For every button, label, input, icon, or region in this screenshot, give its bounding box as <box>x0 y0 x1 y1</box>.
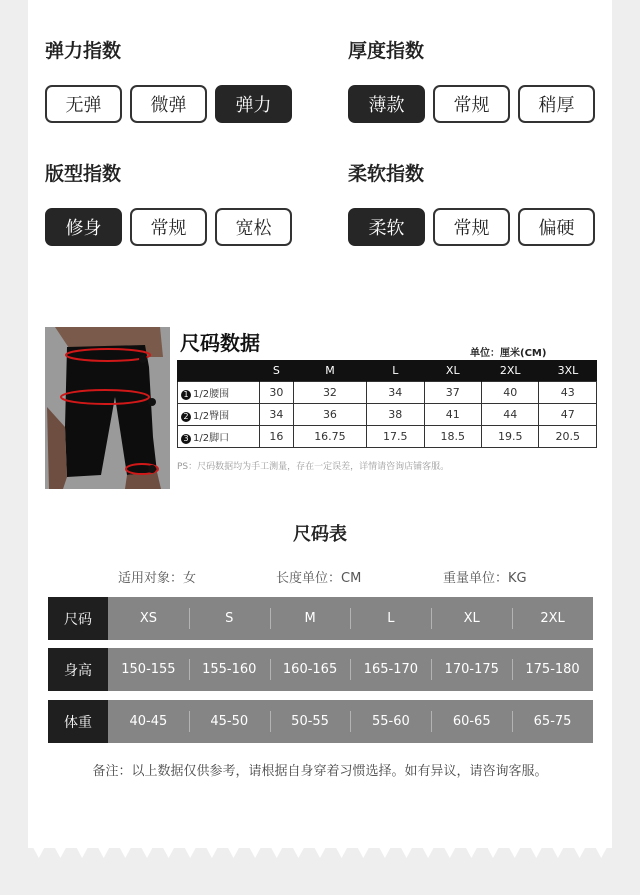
row-header: 体重 <box>48 700 108 743</box>
number-badge: 1 <box>181 390 191 400</box>
option-pill[interactable]: 常规 <box>130 208 207 246</box>
table-cell: 47 <box>539 403 597 425</box>
attr-title: 柔软指数 <box>348 163 425 185</box>
size-chart-title: 尺码表 <box>293 524 347 545</box>
table-cell: 32 <box>293 381 366 403</box>
option-pill[interactable]: 宽松 <box>215 208 292 246</box>
table-header-blank <box>178 360 260 381</box>
table-header-cell: 3XL <box>539 360 597 381</box>
table-cell: 43 <box>539 381 597 403</box>
option-pill[interactable]: 无弹 <box>45 85 122 123</box>
table-header-cell: XL <box>424 360 481 381</box>
attr-group-fit <box>45 159 300 246</box>
attr-title: 版型指数 <box>45 163 122 185</box>
meta-length-unit: 长度单位：CM <box>276 571 362 586</box>
attr-title: 厚度指数 <box>348 40 425 62</box>
size-cell: S <box>189 597 270 640</box>
option-pill[interactable]: 常规 <box>433 208 510 246</box>
height-cell: 155-160 <box>189 648 270 691</box>
table-cell: 44 <box>482 403 539 425</box>
option-pill[interactable]: 常规 <box>433 85 510 123</box>
table-cell: 19.5 <box>482 425 539 447</box>
table-cell: 17.5 <box>367 425 424 447</box>
row-label <box>178 381 260 403</box>
attr-group-softness <box>348 159 603 246</box>
option-pill[interactable]: 薄款 <box>348 85 425 123</box>
meta-weight-unit: 重量单位：KG <box>443 571 527 586</box>
weight-cell: 60-65 <box>431 700 512 743</box>
size-cell: XL <box>431 597 512 640</box>
table-cell: 40 <box>482 381 539 403</box>
row-label-text: 1/2腰围 <box>193 388 230 400</box>
row-header: 身高 <box>48 648 108 691</box>
size-data-table <box>177 360 597 448</box>
table-header-row <box>178 360 597 381</box>
option-pill[interactable]: 弹力 <box>215 85 292 123</box>
size-cell: L <box>350 597 431 640</box>
table-cell: 34 <box>367 381 424 403</box>
row-label-text: 1/2臀围 <box>193 410 230 422</box>
table-cell: 38 <box>367 403 424 425</box>
size-data-unit: 单位：厘米(CM) <box>470 348 547 359</box>
size-cell: XS <box>139 611 157 626</box>
table-cell: 34 <box>260 403 294 425</box>
product-photo <box>45 327 170 489</box>
size-data-title: 尺码数据 <box>180 331 260 355</box>
size-cell: M <box>270 597 351 640</box>
size-chart-footer: 备注：以上数据仅供参考，请根据自身穿着习惯选择。如有异议，请咨询客服。 <box>92 764 548 779</box>
meta-target: 适用对象：女 <box>118 571 197 586</box>
weight-cell: 50-55 <box>270 700 351 743</box>
size-data-note: PS：尺码数据均为手工测量，存在一定误差，详情请咨询店铺客服。 <box>177 462 450 472</box>
weight-row <box>48 700 593 743</box>
attr-group-thickness <box>348 36 603 123</box>
table-cell: 37 <box>424 381 481 403</box>
row-header: 尺码 <box>48 597 108 640</box>
table-cell: 16 <box>260 425 294 447</box>
height-cell: 165-170 <box>350 648 431 691</box>
option-pill[interactable]: 稍厚 <box>518 85 595 123</box>
weight-cell: 65-75 <box>512 700 593 743</box>
table-cell: 36 <box>293 403 366 425</box>
table-row <box>178 381 597 403</box>
row-label <box>178 403 260 425</box>
height-cell: 175-180 <box>512 648 593 691</box>
option-pill[interactable]: 微弹 <box>130 85 207 123</box>
row-label <box>178 425 260 447</box>
table-cell: 16.75 <box>293 425 366 447</box>
row-label-text: 1/2脚口 <box>193 432 230 444</box>
number-badge: 2 <box>181 412 191 422</box>
option-pill[interactable]: 柔软 <box>348 208 425 246</box>
table-cell: 18.5 <box>424 425 481 447</box>
number-badge: 3 <box>181 434 191 444</box>
table-row <box>178 425 597 447</box>
weight-cell: 55-60 <box>350 700 431 743</box>
height-row <box>48 648 593 691</box>
weight-cell: 45-50 <box>189 700 270 743</box>
zigzag-edge <box>28 838 612 860</box>
table-cell: 30 <box>260 381 294 403</box>
attr-title: 弹力指数 <box>45 40 122 62</box>
table-row <box>178 403 597 425</box>
table-header-cell: 2XL <box>482 360 539 381</box>
option-pill[interactable]: 修身 <box>45 208 122 246</box>
attr-group-elasticity <box>45 36 300 123</box>
table-cell: 41 <box>424 403 481 425</box>
option-pill[interactable]: 偏硬 <box>518 208 595 246</box>
size-row <box>48 597 593 640</box>
height-cell: 150-155 <box>121 662 176 677</box>
size-cell: 2XL <box>512 597 593 640</box>
height-cell: 170-175 <box>431 648 512 691</box>
table-header-cell: S <box>260 360 294 381</box>
height-cell: 160-165 <box>270 648 351 691</box>
table-header-cell: L <box>367 360 424 381</box>
table-cell: 20.5 <box>539 425 597 447</box>
weight-cell: 40-45 <box>129 714 168 729</box>
table-header-cell: M <box>293 360 366 381</box>
